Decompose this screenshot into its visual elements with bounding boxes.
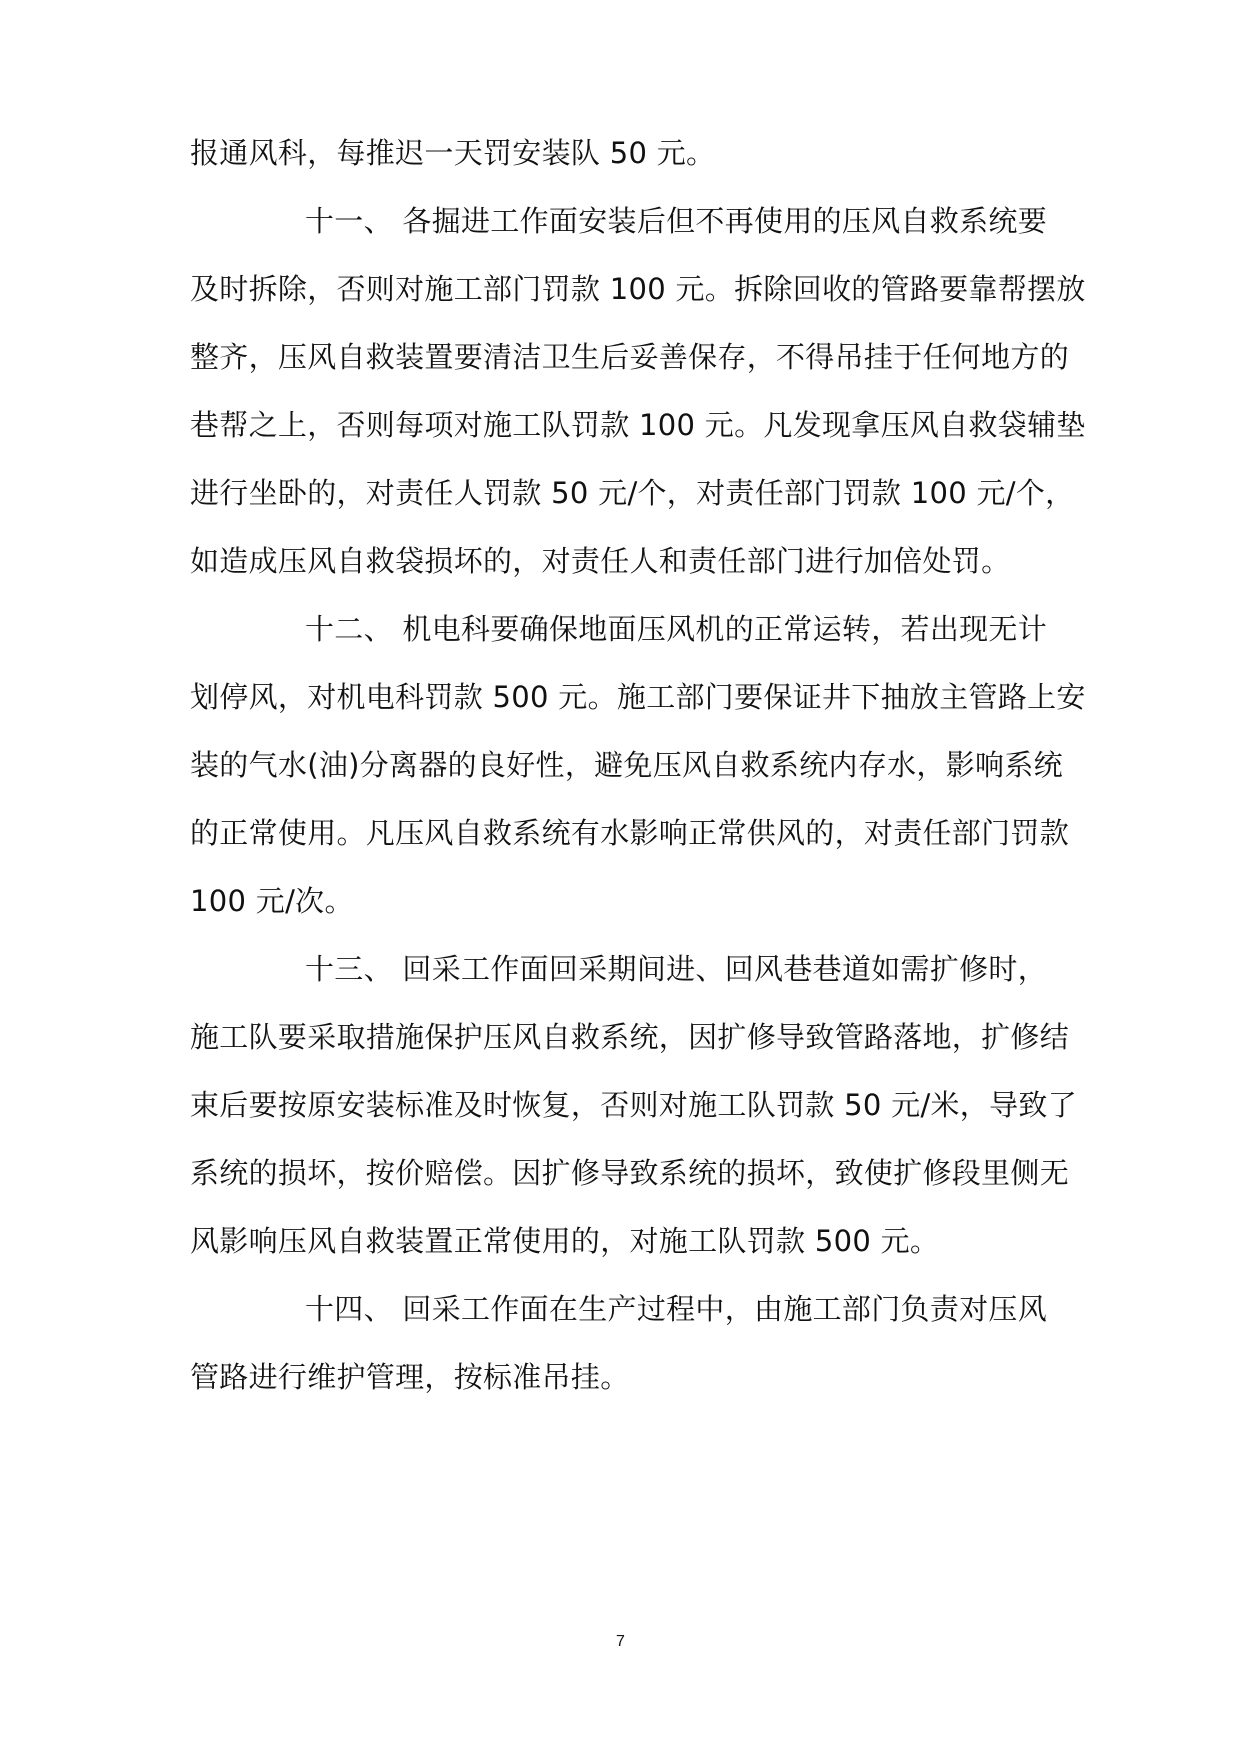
text-line: 报通风科，每推迟一天罚安装队 50 元。 bbox=[190, 136, 716, 170]
text-line: 巷帮之上，否则每项对施工队罚款 100 元。凡发现拿压风自救袋辅垫 bbox=[190, 408, 1086, 442]
text-line: 的正常使用。凡压风自救系统有水影响正常供风的，对责任部门罚款 bbox=[190, 816, 1070, 850]
text-line: 进行坐卧的，对责任人罚款 50 元/个，对责任部门罚款 100 元/个， bbox=[190, 476, 1075, 510]
clause-heading-line: 十三、 回采工作面回采期间进、回风巷巷道如需扩修时， bbox=[305, 952, 1048, 986]
clause-heading-line: 十一、 各掘进工作面安装后但不再使用的压风自救系统要 bbox=[305, 204, 1048, 238]
text-line: 装的气水(油)分离器的良好性，避免压风自救系统内存水，影响系统 bbox=[190, 748, 1063, 782]
text-line: 管路进行维护管理，按标准吊挂。 bbox=[190, 1360, 630, 1394]
text-line: 100 元/次。 bbox=[190, 884, 354, 918]
text-line: 如造成压风自救袋损坏的，对责任人和责任部门进行加倍处罚。 bbox=[190, 544, 1011, 578]
page-number: 7 bbox=[616, 1633, 625, 1650]
text-line: 束后要按原安装标准及时恢复，否则对施工队罚款 50 元/米，导致了 bbox=[190, 1088, 1078, 1122]
text-line: 系统的损坏，按价赔偿。因扩修导致系统的损坏，致使扩修段里侧无 bbox=[190, 1156, 1070, 1190]
text-line: 施工队要采取措施保护压风自救系统，因扩修导致管路落地，扩修结 bbox=[190, 1020, 1070, 1054]
text-line: 整齐，压风自救装置要清洁卫生后妥善保存，不得吊挂于任何地方的 bbox=[190, 340, 1070, 374]
clause-heading-line: 十二、 机电科要确保地面压风机的正常运转，若出现无计 bbox=[305, 612, 1048, 646]
text-line: 及时拆除，否则对施工部门罚款 100 元。拆除回收的管路要靠帮摆放 bbox=[190, 272, 1086, 306]
text-line: 划停风，对机电科罚款 500 元。施工部门要保证井下抽放主管路上安 bbox=[190, 680, 1086, 714]
text-line: 风影响压风自救装置正常使用的，对施工队罚款 500 元。 bbox=[190, 1224, 940, 1258]
clause-heading-line: 十四、 回采工作面在生产过程中，由施工部门负责对压风 bbox=[305, 1292, 1048, 1326]
